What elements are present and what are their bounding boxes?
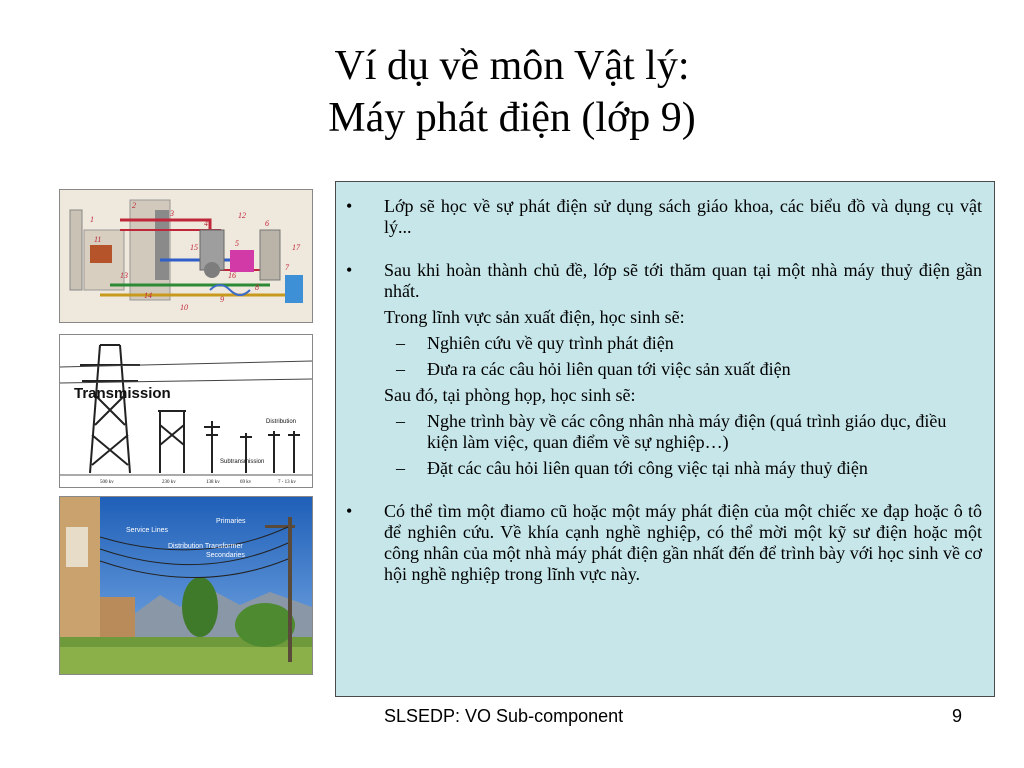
distribution-label: Distribution <box>266 419 297 425</box>
page-number: 9 <box>952 706 963 726</box>
transmission-towers-image <box>59 334 313 488</box>
sub-item <box>336 458 982 479</box>
diagram-number-label: 2 <box>132 201 136 210</box>
diagram-number-label: 16 <box>228 271 236 280</box>
voltage-label: 138 kv <box>206 480 220 485</box>
footer-text: SLSEDP: VO Sub-component <box>384 706 624 726</box>
slide-title <box>0 40 1024 144</box>
voltage-label: 500 kv <box>100 480 114 485</box>
bullet-item <box>336 260 982 302</box>
dash-marker: – <box>396 411 405 431</box>
sub-item-text: Đưa ra các câu hỏi liên quan tới việc sản xuất điện <box>427 359 791 379</box>
sub-item-text: Nghe trình bày về các công nhân nhà máy điện (quá trình giáo dục, điều kiện làm việc, quan điểm về sự nghiệp…) <box>427 411 947 452</box>
sub-item <box>336 333 982 354</box>
diagram-number-label: 11 <box>94 235 102 244</box>
subtransmission-label: Subtransmission <box>220 459 265 465</box>
voltage-label: 69 kv <box>240 480 252 485</box>
diagram-number-label: 14 <box>144 291 152 300</box>
service-lines-label: Service Lines <box>126 527 169 534</box>
diagram-number-label: 12 <box>238 211 246 220</box>
sub-item-text: Nghiên cứu về quy trình phát điện <box>427 333 674 353</box>
bullet-text: Sau khi hoàn thành chủ đề, lớp sẽ tới thăm quan tại một nhà máy thuỷ điện gần nhất. <box>384 260 982 301</box>
bullet-item <box>336 501 982 585</box>
sub-item-text: Đặt các câu hỏi liên quan tới công việc tại nhà máy thuỷ điện <box>427 458 868 478</box>
dash-marker: – <box>396 458 405 478</box>
diagram-number-label: 5 <box>235 239 239 248</box>
diagram-number-label: 9 <box>220 295 224 304</box>
dash-marker: – <box>396 359 405 379</box>
slide-title-line-1: Ví dụ về môn Vật lý: <box>334 43 690 89</box>
bullet-text: Có thể tìm một điamo cũ hoặc một máy phát điện của một chiếc xe đạp hoặc ô tô để nghiên cứu. Về khía cạnh nghề nghiệp, có thể mời một kỹ sư điện hoặc một công nhân của một nhà máy phát điện gần nhất đến để trình bày với học sinh về cơ hội nghề nghiệp trong lĩnh vực này. <box>384 501 982 584</box>
content-panel <box>335 181 995 697</box>
paragraph-text: Sau đó, tại phòng họp, học sinh sẽ: <box>384 385 636 405</box>
diagram-number-label: 7 <box>285 263 289 272</box>
diagram-number-label: 1 <box>90 215 94 224</box>
diagram-number-label: 4 <box>204 219 208 228</box>
voltage-label: 7 - 13 kv <box>278 480 296 485</box>
sub-item <box>336 359 982 380</box>
power-lines-photo-image <box>59 496 313 675</box>
diagram-number-label: 10 <box>180 303 188 312</box>
bullet-item <box>336 196 982 238</box>
bullet-text: Lớp sẽ học về sự phát điện sử dụng sách giáo khoa, các biểu đồ và dụng cụ vật lý... <box>384 196 982 237</box>
diagram-number-label: 6 <box>265 219 269 228</box>
secondaries-label: Secondaries <box>206 552 245 559</box>
sub-item <box>336 411 982 453</box>
power-plant-diagram-image <box>59 189 313 323</box>
dash-marker: – <box>396 333 405 353</box>
diagram-number-label: 17 <box>292 243 300 252</box>
voltage-label: 230 kv <box>162 480 176 485</box>
distribution-transformer-label: Distribution Transformer <box>168 543 243 550</box>
paragraph-text: Trong lĩnh vực sản xuất điện, học sinh sẽ: <box>384 307 685 327</box>
slide-title-line-2: Máy phát điện (lớp 9) <box>328 95 696 141</box>
bullet-marker: • <box>346 501 353 521</box>
diagram-number-label: 3 <box>170 209 174 218</box>
bullet-marker: • <box>346 196 353 216</box>
primaries-label: Primaries <box>216 518 246 525</box>
bullet-marker: • <box>346 260 353 280</box>
transmission-heading: Transmission <box>74 385 171 402</box>
diagram-number-label: 13 <box>120 271 128 280</box>
diagram-number-label: 15 <box>190 243 198 252</box>
diagram-number-label: 8 <box>255 283 259 292</box>
